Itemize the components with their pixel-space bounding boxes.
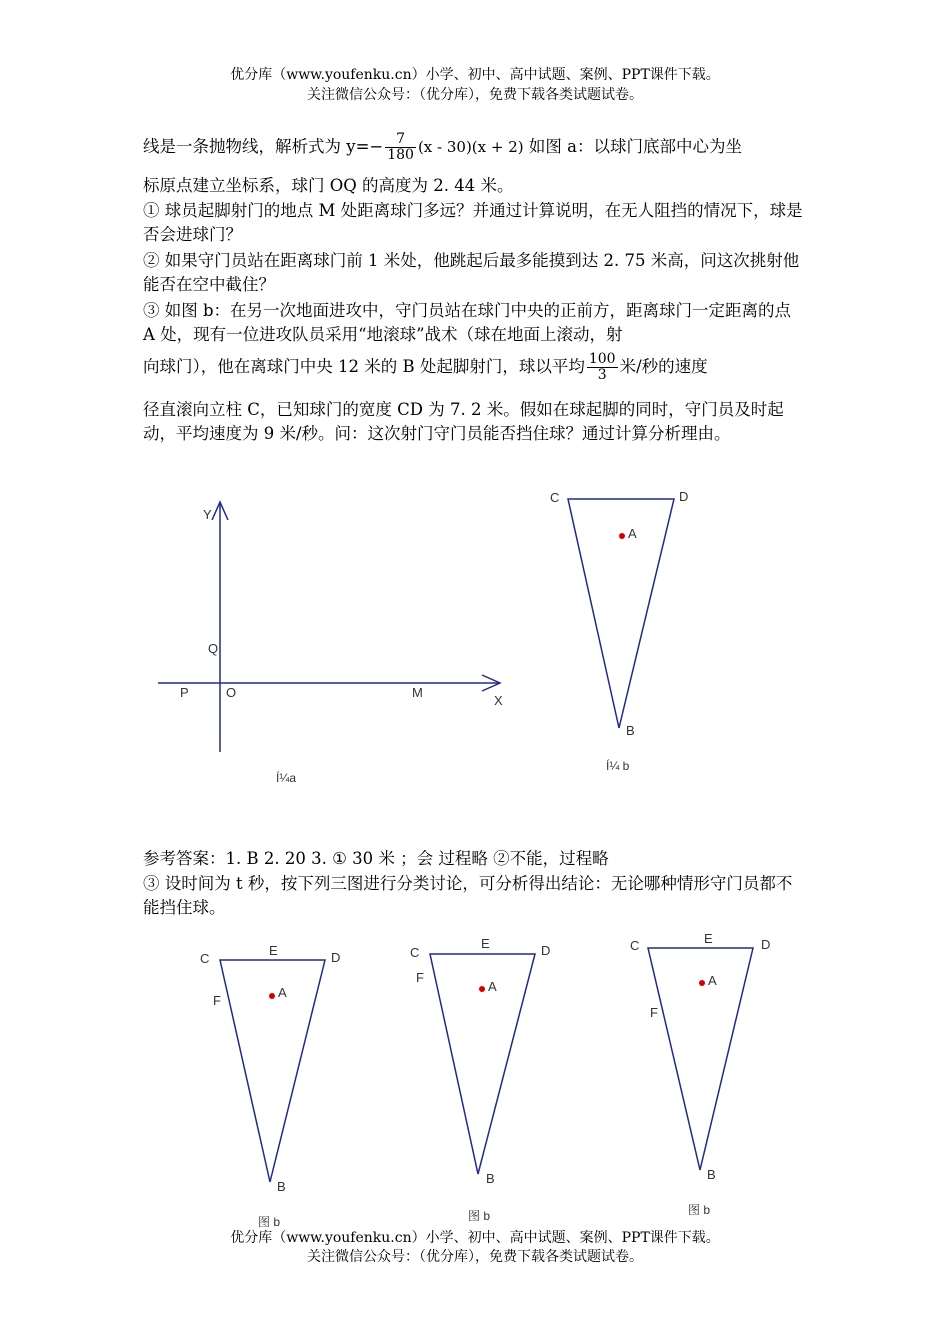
label-d: D bbox=[679, 489, 689, 504]
question-1: ① 球员起脚射门的地点 M 处距离球门多远？并通过计算说明，在无人阻挡的情况下，球是否会进球门？ bbox=[143, 201, 803, 244]
label-e: E bbox=[704, 931, 713, 946]
page-header-line2: 关注微信公众号：（优分库），免费下载各类试题试卷。 bbox=[307, 87, 643, 103]
label-c: C bbox=[200, 951, 210, 966]
caption: 图 b bbox=[468, 1209, 491, 1223]
label-d: D bbox=[541, 943, 551, 958]
intro-text-c: 标原点建立坐标系，球门 OQ 的高度为 2. 44 米。 bbox=[143, 176, 514, 195]
label-b: B bbox=[707, 1167, 716, 1182]
parabola-formula: (x - 30)(x + 2) bbox=[417, 138, 524, 156]
page-footer-line1: 优分库（www.youfenku.cn）小学、初中、高中试题、案例、PPT课件下载。 bbox=[230, 1230, 720, 1246]
small-figure-1 bbox=[190, 938, 360, 1238]
label-f: F bbox=[416, 970, 424, 985]
label-a: A bbox=[488, 979, 497, 994]
small-figure-3 bbox=[620, 926, 790, 1226]
label-e: E bbox=[481, 936, 490, 951]
label-x: X bbox=[494, 693, 503, 708]
label-c: C bbox=[630, 938, 640, 953]
question-3-part-a: ③ 如图 b：在另一次地面进攻中，守门员站在球门中央的正前方，距离球门一定距离的点 A 处，现有一位进攻队员采用“地滚球”战术（球在地面上滚动，射 bbox=[143, 301, 792, 344]
label-m: M bbox=[412, 685, 423, 700]
label-b: B bbox=[626, 723, 635, 738]
question-3-part-b: 向球门），他在离球门中央 12 米的 B 处起脚射门，球以平均 $\frac{100}{3}$ 米/秒的速度 bbox=[143, 351, 708, 383]
intro-text-b: 如图 a：以球门底部中心为坐 bbox=[528, 137, 742, 156]
caption: 图 b bbox=[688, 1203, 711, 1217]
figure-a-axes bbox=[140, 490, 520, 790]
label-b: B bbox=[486, 1171, 495, 1186]
label-b: B bbox=[277, 1179, 286, 1194]
label-o: O bbox=[226, 685, 237, 700]
question-2: ② 如果守门员站在距离球门前 1 米处，他跳起后最多能摸到达 2. 75 米高，问这次挑射他能否在空中截住？ bbox=[143, 251, 800, 294]
label-f: F bbox=[650, 1005, 658, 1020]
label-a: A bbox=[628, 526, 637, 541]
answer-line-1: 参考答案：1. B 2. 20 3. ① 30 米 ；会 过程略 ②不能，过程略 bbox=[143, 849, 609, 868]
point-a bbox=[619, 533, 625, 539]
point-a bbox=[479, 986, 485, 992]
figure-b-caption: Í¼ b bbox=[606, 759, 630, 773]
question-intro bbox=[143, 132, 808, 163]
small-figure-2 bbox=[400, 930, 570, 1230]
figure-b-triangle bbox=[540, 484, 710, 784]
fraction-100-3: $\frac{100}{3}$ bbox=[588, 351, 616, 383]
point-a bbox=[699, 980, 705, 986]
figure-a-caption: Í¼a bbox=[276, 771, 297, 785]
fraction-7-180: $\frac{7}{180}$ bbox=[387, 131, 414, 163]
page-footer-line2: 关注微信公众号：（优分库），免费下载各类试题试卷。 bbox=[307, 1249, 643, 1265]
label-f: F bbox=[213, 993, 221, 1008]
label-a: A bbox=[708, 973, 717, 988]
label-c: C bbox=[550, 490, 560, 505]
label-q: Q bbox=[208, 641, 219, 656]
label-y: Y bbox=[203, 507, 212, 522]
answer-line-2: ③ 设时间为 t 秒，按下列三图进行分类讨论，可分析得出结论：无论哪种情形守门员都不能挡住球。 bbox=[143, 874, 793, 917]
label-d: D bbox=[331, 950, 341, 965]
label-e: E bbox=[269, 943, 278, 958]
point-a bbox=[269, 993, 275, 999]
label-a: A bbox=[278, 985, 287, 1000]
caption: 图 b bbox=[258, 1215, 281, 1229]
intro-text-a: 线是一条抛物线，解析式为 y=− bbox=[143, 137, 384, 156]
label-c: C bbox=[410, 945, 420, 960]
page-header-line1: 优分库（www.youfenku.cn）小学、初中、高中试题、案例、PPT课件下载。 bbox=[230, 67, 720, 83]
label-p: P bbox=[180, 685, 189, 700]
question-3-part-d: 径直滚向立柱 C，已知球门的宽度 CD 为 7. 2 米。假如在球起脚的同时，守门员及时起动，平均速度为 9 米/秒。问：这次射门守门员能否挡住球？通过计算分析理由。 bbox=[143, 400, 784, 443]
label-d: D bbox=[761, 937, 771, 952]
